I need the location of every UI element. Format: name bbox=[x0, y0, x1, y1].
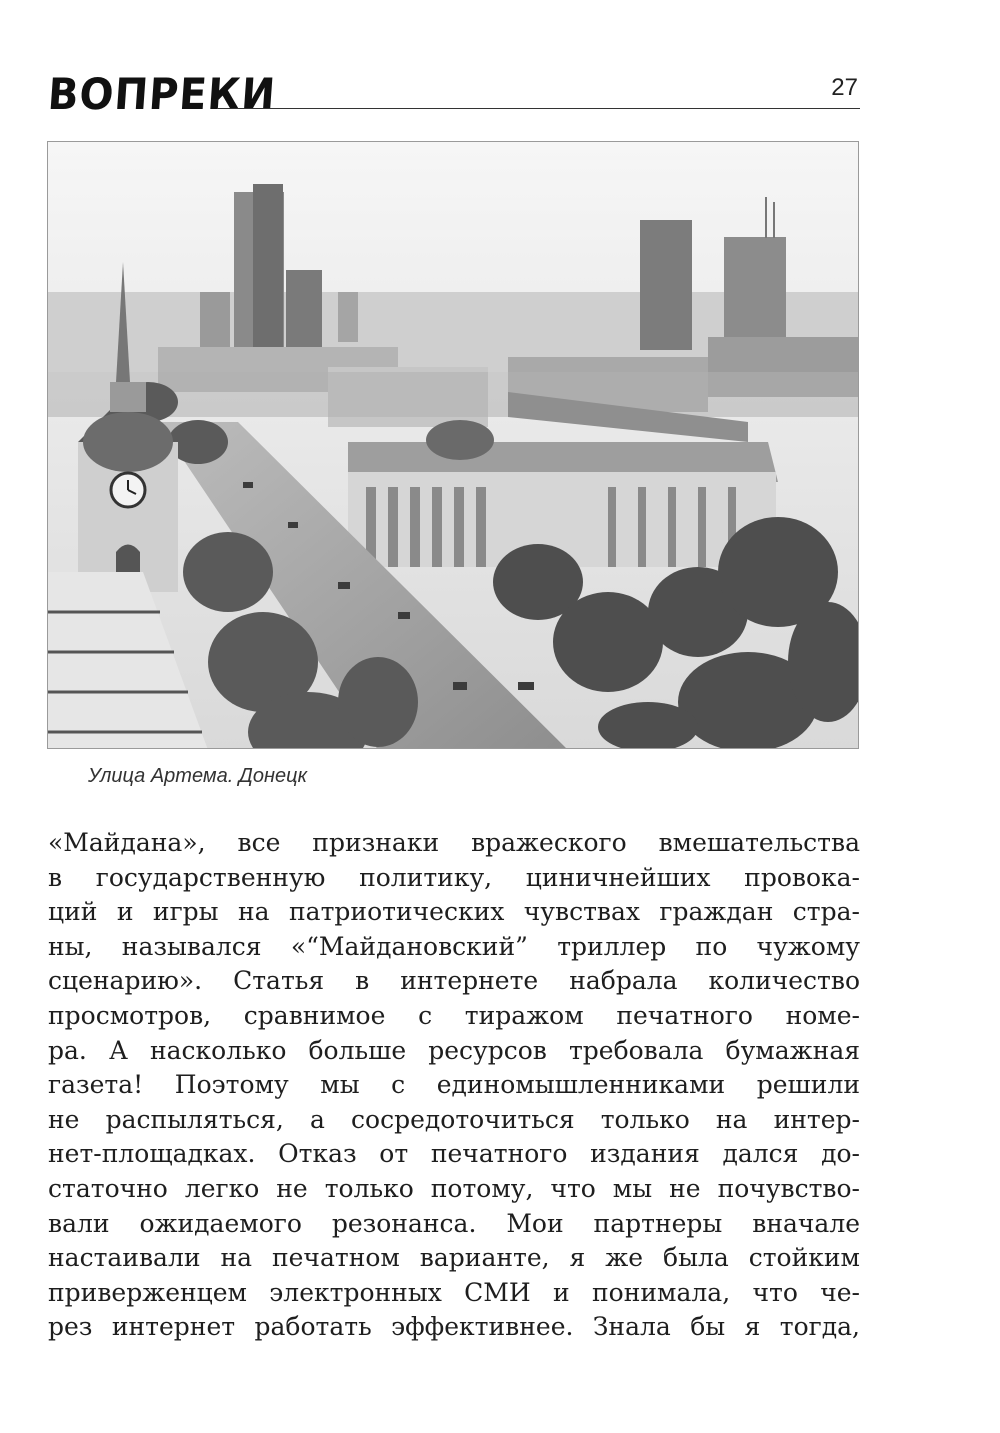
body-line: статочно легко не только потому, что мы не почувство- bbox=[48, 1173, 860, 1203]
body-line: просмотров, сравнимое с тиражом печатного номе- bbox=[48, 1000, 860, 1030]
body-line: настаивали на печатном варианте, я же была стойким bbox=[48, 1243, 860, 1273]
body-line: сценарию». Статья в интернете набрала количество bbox=[48, 966, 860, 996]
body-line: не распыляться, а сосредоточиться только на интер- bbox=[48, 1104, 860, 1134]
body-text bbox=[48, 826, 860, 1345]
header-rule bbox=[218, 108, 860, 109]
city-photo bbox=[47, 141, 859, 749]
body-line: ций и игры на патриотических чувствах граждан стра- bbox=[48, 897, 860, 927]
body-line: нет-площадках. Отказ от печатного издания дался до- bbox=[48, 1139, 860, 1169]
page-number: 27 bbox=[831, 74, 858, 101]
body-line: вали ожидаемого резонанса. Мои партнеры вначале bbox=[48, 1208, 860, 1238]
running-header bbox=[48, 68, 860, 124]
book-title: ВОПРЕКИ bbox=[46, 70, 278, 120]
body-line: в государственную политику, циничнейших провока- bbox=[48, 862, 860, 892]
body-line: приверженцем электронных СМИ и понимала, что че- bbox=[48, 1277, 860, 1307]
body-line: рез интернет работать эффективнее. Знала бы я тогда, bbox=[48, 1312, 860, 1342]
body-line: ра. А насколько больше ресурсов требовала бумажная bbox=[48, 1035, 860, 1065]
body-line: газета! Поэтому мы с единомышленниками решили bbox=[48, 1070, 860, 1100]
body-line: ны, назывался «“Майдановский” триллер по чужому bbox=[48, 931, 860, 961]
photo-caption: Улица Артема. Донецк bbox=[88, 765, 308, 787]
city-photo-illustration bbox=[48, 142, 859, 749]
body-line: «Майдана», все признаки вражеского вмешательства bbox=[48, 828, 860, 857]
